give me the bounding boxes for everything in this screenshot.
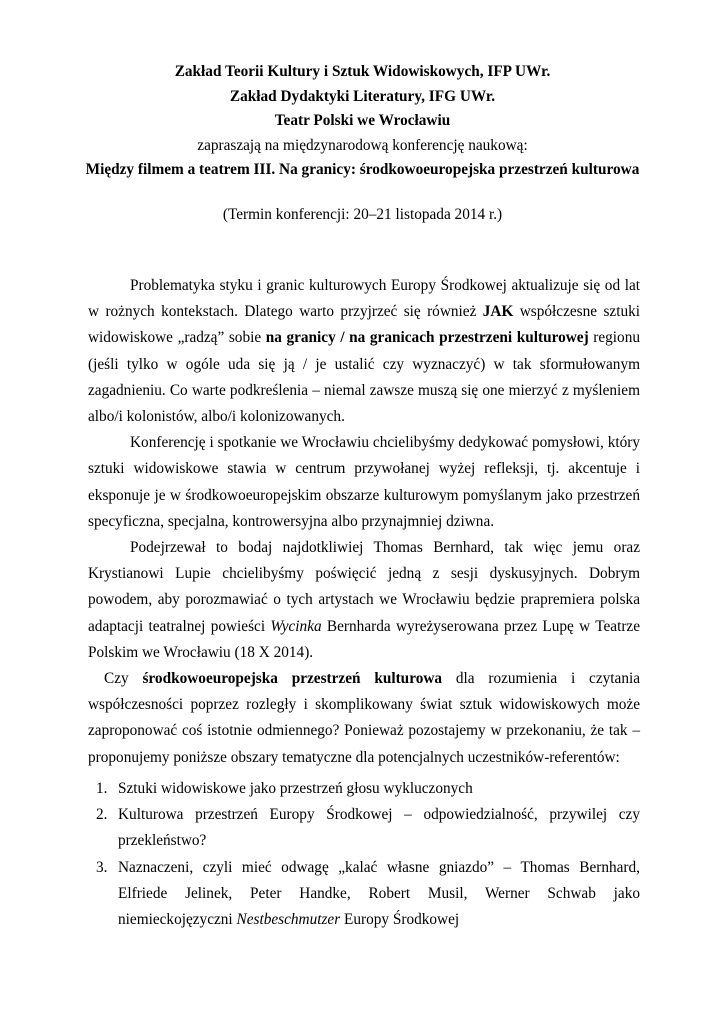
conference-date: (Termin konferencji: 20–21 listopada 2014 r.) xyxy=(222,206,503,223)
paragraph-4-bold-space: środkowoeuropejska przestrzeń kulturowa xyxy=(142,670,443,688)
paragraph-3-text-b: Bernharda wyreżyserowana przez Lupę w Teatrze Polskim we Wrocławiu (18 X 2014). xyxy=(88,617,640,661)
list-item-number: 3. xyxy=(96,858,108,876)
list-item-number: 1. xyxy=(96,780,108,797)
paragraph-4-text-c: dla rozumienia i czytania współczesności poprzez rozległy i skomplikowany świat sztuk widowiskowych może zaproponować coś istotnie odmiennego? Ponieważ pozostajemy w przekonaniu, że tak – proponujemy poniższe obszary tematyczne dla potencjalnych uczestników-referentów: xyxy=(88,670,641,766)
list-item-text: Naznaczeni, czyli mieć odwagę „kalać własne gniazdo” – Thomas Bernhard, Elfriede Jelinek, Peter Handke, Robert Musil, Werner Schwab jako niemieckojęzyczni xyxy=(118,858,640,929)
body-text xyxy=(88,273,640,771)
list-item-number: 2. xyxy=(96,806,108,824)
paragraph-1 xyxy=(88,273,640,430)
paragraph-1-bold-border: na granicy / na granicach przestrzeni kulturowej xyxy=(265,329,589,347)
organizer-2: Zakład Dydaktyki Literatury, IFG UWr. xyxy=(229,87,496,105)
organizer-1: Zakład Teorii Kultury i Sztuk Widowiskowych, IFP UWr. xyxy=(174,63,551,80)
list-item xyxy=(88,855,640,934)
conference-title: Między filmem a teatrem III. Na granicy: środkowoeuropejska przestrzeń kulturowa xyxy=(85,161,640,178)
paragraph-1-text-d: regionu (jeśli tylko w ogóle uda się ją / je ustalić czy wyznaczyć) w tak sformułowanym zagadnieniu. Co warte podkreślenia – niemal zawsze muszą się one mierzyć z myśleniem albo/i kolonistów, albo/i kolonizowanych. xyxy=(88,329,640,426)
paragraph-1-text-c: współczesne sztuki widowiskowe „radzą” sobie xyxy=(88,303,640,347)
organizer-3: Teatr Polski we Wrocławiu xyxy=(274,112,451,129)
list-item xyxy=(88,776,640,802)
list-item-text: Kulturowa przestrzeń Europy Środkowej – odpowiedzialność, przywilej czy przekleństwo? xyxy=(118,806,640,850)
list-item xyxy=(88,802,640,854)
header-block xyxy=(0,60,725,183)
list-item-italic: Nestbeschmutzer xyxy=(236,911,341,929)
paragraph-3 xyxy=(88,535,640,666)
invitation-line: zapraszają na międzynarodową konferencję naukową: xyxy=(197,136,528,154)
paragraph-4-text-a: Czy xyxy=(104,670,143,688)
paragraph-3-italic-title: Wycinka xyxy=(270,617,322,635)
list-item-text: Sztuki widowiskowe jako przestrzeń głosu wykluczonych xyxy=(118,780,473,797)
list-item-text-end: Europy Środkowej xyxy=(340,911,460,929)
topics-list xyxy=(88,776,640,933)
paragraph-3-text-a: Podejrzewał to bodaj najdotkliwiej Thomas Bernhard, tak więc jemu oraz Krystianowi Lupie chcielibyśmy poświęcić jedną z sesji dyskusyjnych. Dobrym powodem, aby porozmawiać o tych artystach we Wrocławiu będzie prapremiera polska adaptacji teatralnej powieści xyxy=(88,539,640,635)
paragraph-2: Konferencję i spotkanie we Wrocławiu chcielibyśmy dedykować pomysłowi, który sztuki widowiskowe stawia w centrum przywołanej wyżej refleksji, tj. akcentuje i eksponuje je w środkowoeuropejskim obszarze kulturowym pomyślanym jako przestrzeń specyficzna, specjalna, kontrowersyjna albo przynajmniej dziwna. xyxy=(88,434,640,530)
paragraph-4 xyxy=(88,666,640,771)
paragraph-1-text-a: Problematyka styku i granic kulturowych Europy Środkowej aktualizuje się od lat w rożnych kontekstach. Dlatego warto przyjrzeć się również xyxy=(88,277,640,321)
paragraph-1-bold-jak: JAK xyxy=(482,303,514,321)
